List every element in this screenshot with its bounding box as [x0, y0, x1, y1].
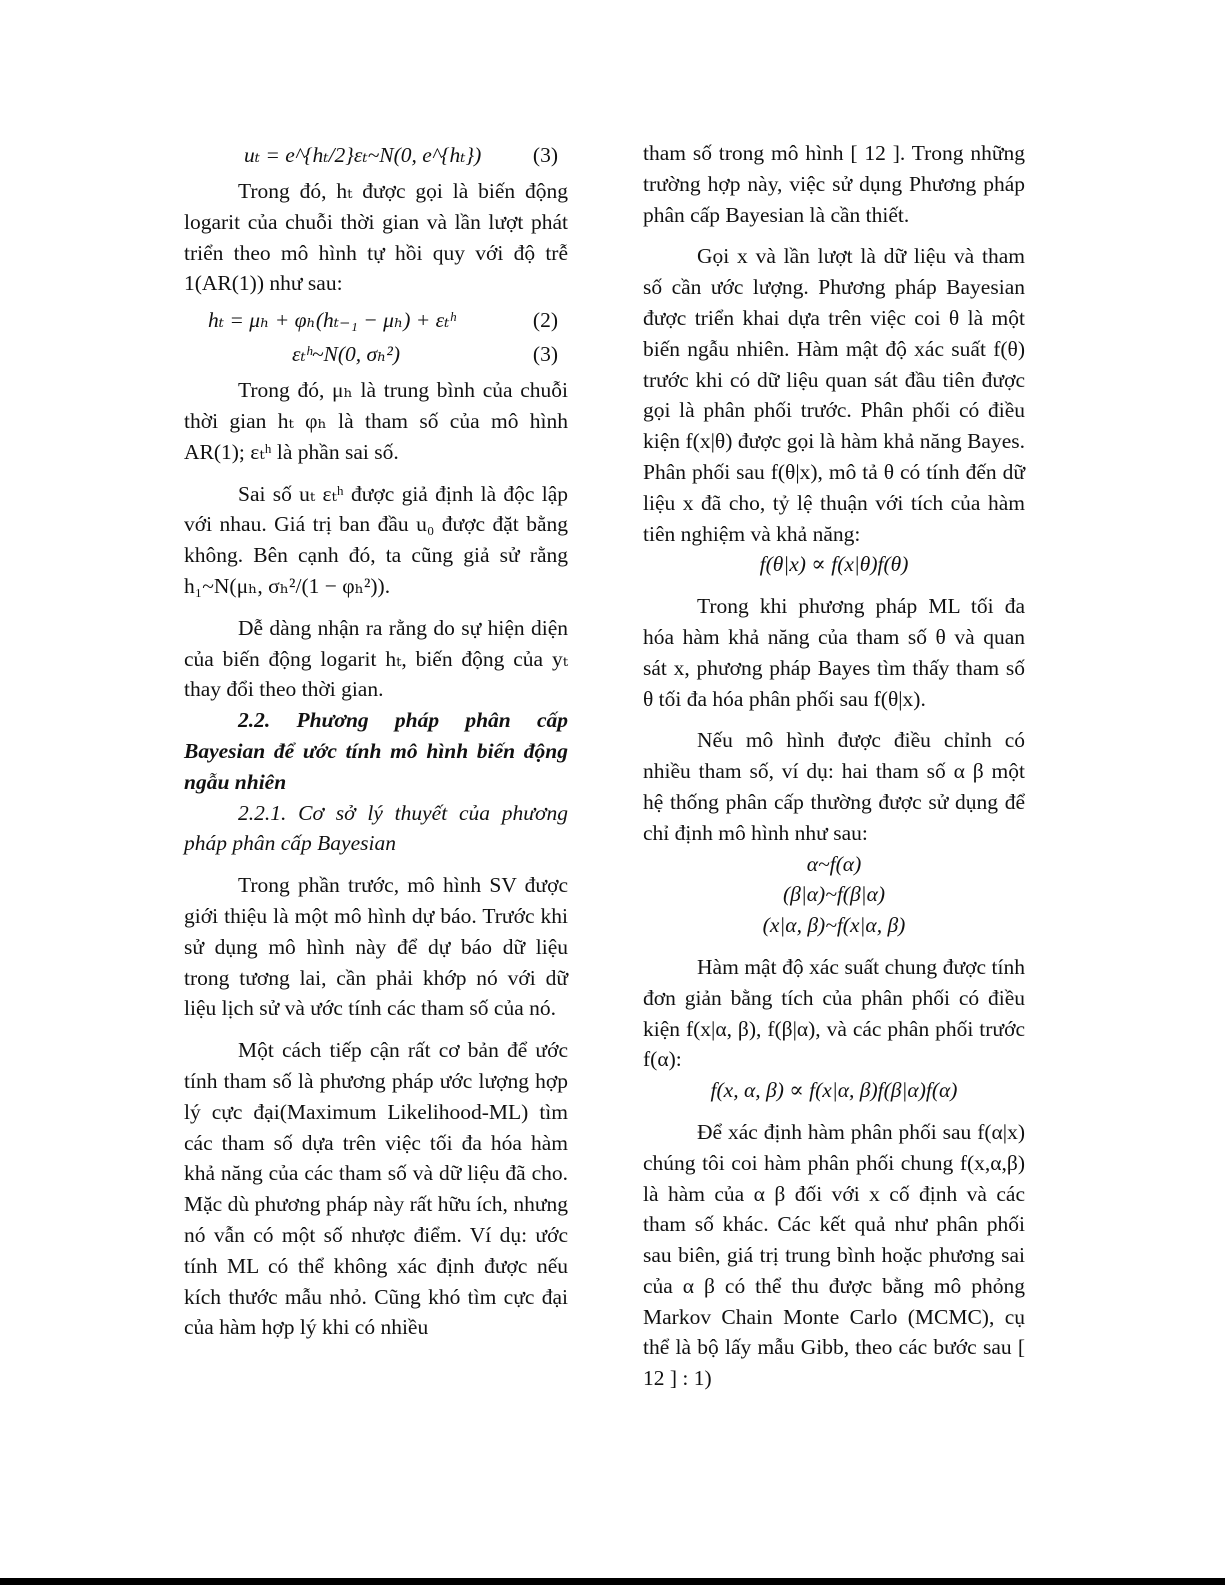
paragraph: Để xác định hàm phân phối sau f(α|x) chúng tôi coi hàm phân phối chung f(x,α,β) là hàm của α β đối với x cố định và các tham số khác. Các kết quả như phân phối sau biên, giá trị trung bình hoặc phương sai của α β có thể thu được bằng mô phỏng Markov Chain Monte Carlo (MCMC), cụ thể là bộ lấy mẫu Gibb, theo các bước sau [ 12 ] : 1)	[643, 1119, 1025, 1391]
subsection-heading-2-2-1: 2.2.1. Cơ sở lý thuyết của phương pháp phân cấp Bayesian	[184, 800, 568, 856]
equation-3a	[184, 138, 568, 172]
equation-number: (3)	[532, 143, 558, 167]
paragraph: Sai số uₜ εₜʰ được giả định là độc lập với nhau. Giá trị ban đầu u₀ được đặt bằng không. Bên cạnh đó, ta cũng giả sử rằng h₁~N(μₕ, σₕ²/(1 − φₕ²)).	[184, 481, 568, 598]
equation-number: (3)	[532, 342, 558, 367]
equation-hier-2: (β|α)~f(β|α)	[782, 882, 886, 907]
section-heading-2-2: 2.2. Phương pháp phân cấp Bayesian để ước tính mô hình biến động ngẫu nhiên	[184, 708, 568, 794]
equation-hier-1: α~f(α)	[806, 851, 862, 876]
equation-joint: f(x, α, β) ∝ f(x|α, β)f(β|α)f(α)	[710, 1078, 958, 1103]
paragraph: Trong đó, hₜ được gọi là biến động logarit của chuỗi thời gian và lần lượt phát triển theo mô hình tự hồi quy với độ trễ 1(AR(1)) như sau:	[184, 179, 568, 296]
paragraph: Trong khi phương pháp ML tối đa hóa hàm khả năng của tham số θ và quan sát x, phương pháp Bayes tìm thấy tham số θ tối đa hóa phân phối sau f(θ|x).	[643, 594, 1025, 711]
equation-text: hₜ = μₕ + φₕ(hₜ₋₁ − μₕ) + εₜʰ	[208, 308, 456, 333]
paragraph: Trong phần trước, mô hình SV được giới thiệu là một mô hình dự báo. Trước khi sử dụng mô hình này để dự báo dữ liệu trong tương lai, cần phải khớp nó với dữ liệu lịch sử và ước tính các tham số của nó.	[184, 873, 568, 1021]
equation-text: εₜʰ~N(0, σₕ²)	[292, 342, 401, 367]
paragraph: Hàm mật độ xác suất chung được tính đơn giản bằng tích của phân phối có điều kiện f(x|α, β), f(β|α), và các phân phối trước f(α):	[643, 954, 1025, 1072]
paragraph: Gọi x và lần lượt là dữ liệu và tham số cần ước lượng. Phương pháp Bayesian được triển khai dựa trên việc coi θ là một biến ngẫu nhiên. Hàm mật độ xác suất f(θ) trước khi có dữ liệu quan sát đầu tiên được gọi là phân phối trước. Phân phối có điều kiện f(x|θ) được gọi là hàm khả năng Bayes. Phân phối sau f(θ|x), mô tả θ có tính đến dữ liệu x đã cho, tỷ lệ thuận với tích của hàm tiên nghiệm và khả năng:	[643, 244, 1025, 546]
page-bottom-rule	[0, 1578, 1225, 1585]
equation-text: uₜ = e^{hₜ/2}εₜ~N(0, e^{hₜ})	[244, 143, 482, 167]
paragraph: Một cách tiếp cận rất cơ bản để ước tính tham số là phương pháp ước lượng hợp lý cực đại(Maximum Likelihood-ML) tìm các tham số dựa trên việc tối đa hóa hàm khả năng của các tham số và dữ liệu đã cho. Mặc dù phương pháp này rất hữu ích, nhưng nó vẫn có một số nhược điểm. Ví dụ: ước tính ML có thể không xác định được nếu kích thước mẫu nhỏ. Cũng khó tìm cực đại của hàm hợp lý khi có nhiều	[184, 1038, 568, 1340]
right-column	[643, 138, 1025, 1394]
paragraph: Dễ dàng nhận ra rằng do sự hiện diện của biến động logarit hₜ, biến động của yₜ thay đổi theo thời gian.	[184, 615, 568, 702]
left-column	[184, 138, 568, 1343]
paragraph: Nếu mô hình được điều chỉnh có nhiều tham số, ví dụ: hai tham số α β một hệ thống phân cấp thường được sử dụng để chỉ định mô hình như sau:	[643, 728, 1025, 845]
paragraph: Trong đó, μₕ là trung bình của chuỗi thời gian hₜ φₕ là tham số của mô hình AR(1); εₜʰ là phần sai số.	[184, 378, 568, 464]
equation-bayes: f(θ|x) ∝ f(x|θ)f(θ)	[759, 552, 909, 577]
equation-hier-3: (x|α, β)~f(x|α, β)	[762, 913, 906, 938]
equation-2	[184, 303, 568, 337]
paragraph: tham số trong mô hình [ 12 ]. Trong những trường hợp này, việc sử dụng Phương pháp phân cấp Bayesian là cần thiết.	[643, 141, 1025, 227]
equation-number: (2)	[532, 308, 558, 333]
equation-3b	[184, 337, 568, 371]
